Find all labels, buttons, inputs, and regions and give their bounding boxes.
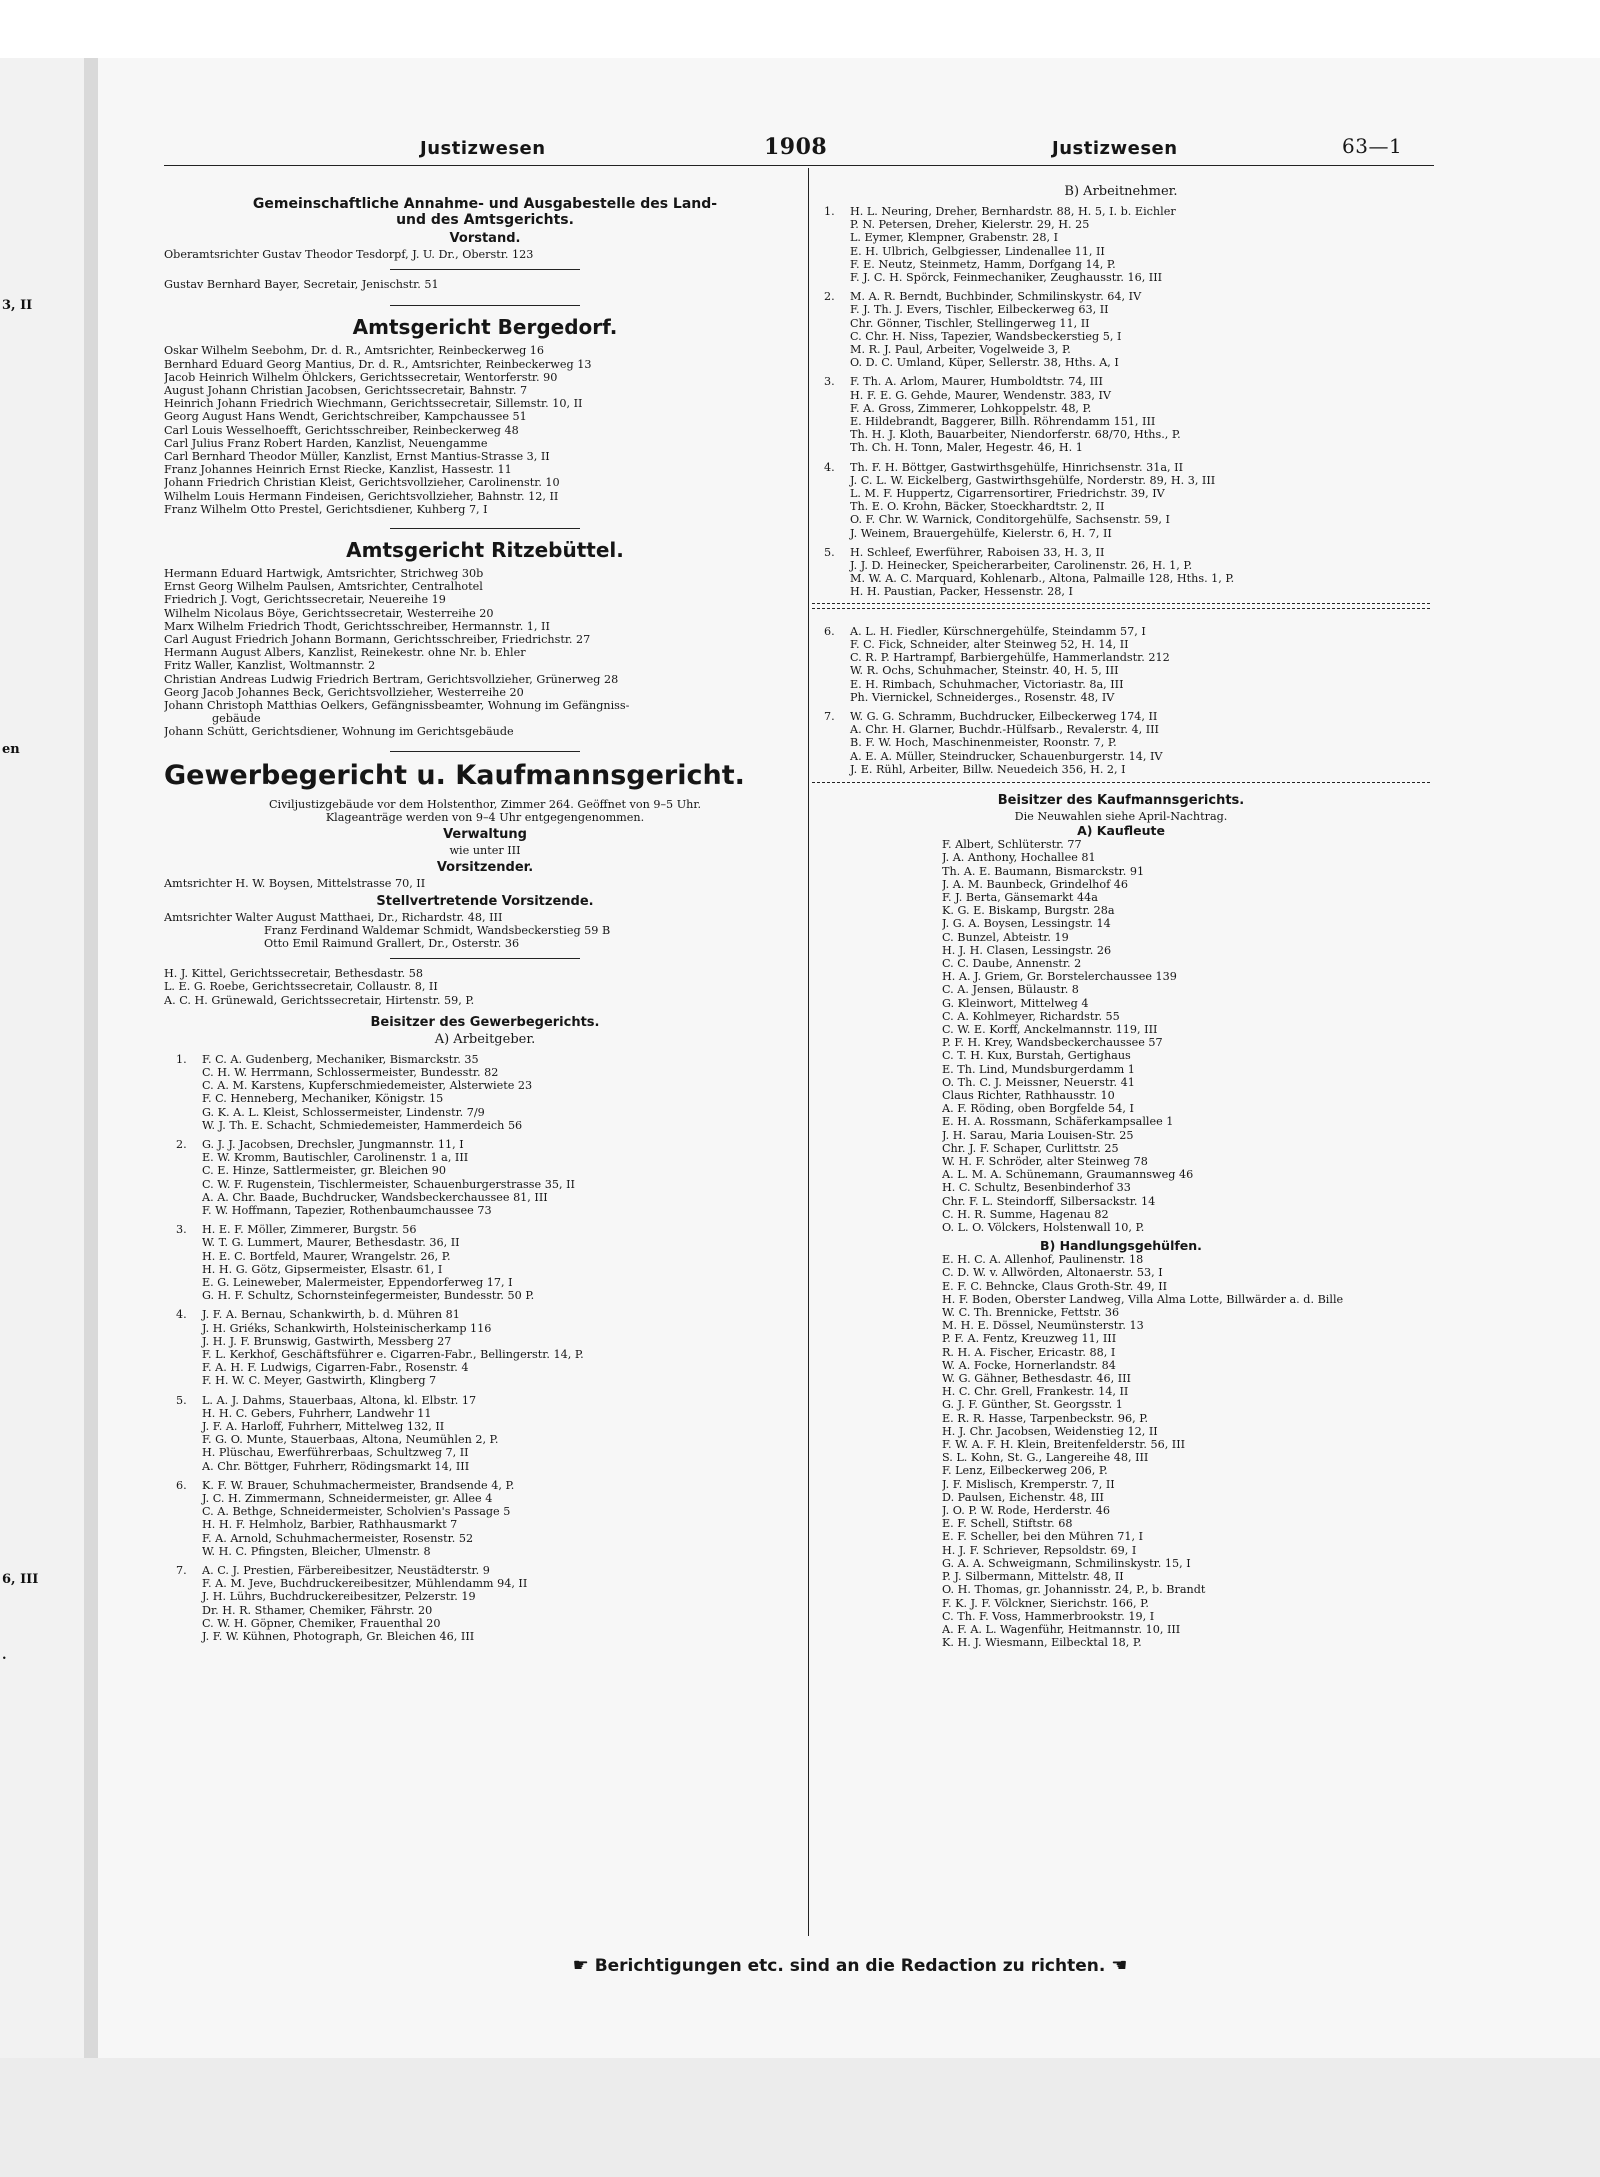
entry: W. J. Th. E. Schacht, Schmiedemeister, Hammerdeich 56 [202,1118,523,1132]
entry: Oberamtsrichter Gustav Theodor Tesdorpf, J. U. Dr., Oberstr. 123 [164,248,534,261]
subheading: Verwaltung [443,827,527,843]
entry: Hermann August Albers, Kanzlist, Reinekestr. ohne Nr. b. Ehler [164,646,526,660]
entry: A. E. A. Müller, Steindrucker, Schauenburgerstr. 14, IV [850,749,1163,763]
list-item: Th. A. E. Baumann, Bismarckstr. 91 [942,864,1145,878]
entry: Franz Wilhelm Otto Prestel, Gerichtsdiener, Kuhberg 7, I [164,502,488,516]
list-item: H. J. Chr. Jacobsen, Weidenstieg 12, II [942,1424,1158,1438]
group-number: 5. [824,545,835,559]
subheading: Beisitzer des Kaufmannsgerichts. [997,792,1245,808]
an-group-7 [812,710,1430,776]
entry: H. H. C. Gebers, Fuhrherr, Landwehr 11 [202,1406,432,1420]
group-number: 4. [824,460,835,474]
list-item: C. A. Kohlmeyer, Richardstr. 55 [942,1009,1120,1023]
dashed-divider [812,603,1430,604]
entry: F. G. O. Munte, Stauerbaas, Altona, Neumühlen 2, P. [202,1433,499,1447]
entry: C. A. Bethge, Schneidermeister, Scholvien's Passage 5 [202,1505,511,1519]
pointing-hand-right-icon: ☛ [572,1955,589,1976]
entry: C. E. Hinze, Sattlermeister, gr. Bleichen 90 [202,1164,446,1178]
entry: F. J. C. H. Spörck, Feinmechaniker, Zeughausstr. 16, III [850,271,1163,285]
list-item: F. W. A. F. H. Klein, Breitenfelderstr. 56, III [942,1438,1186,1452]
entry: L. Eymer, Klempner, Grabenstr. 28, I [850,231,1059,245]
list-item: H. J. H. Clasen, Lessingstr. 26 [942,943,1112,957]
an-group-4 [812,461,1430,540]
entry: Carl Julius Franz Robert Harden, Kanzlist, Neuengamme [164,436,488,450]
dashed-divider [812,608,1430,609]
footer-notice [470,1955,1230,1976]
entry: C. W. F. Rugenstein, Tischlermeister, Schauenburgerstrasse 35, II [202,1177,575,1191]
entry: Carl Louis Wesselhoefft, Gerichtsschreiber, Reinbeckerweg 48 [164,423,519,437]
entry: wie unter III [449,844,521,858]
section-gewerbegericht [164,760,806,1644]
subheading: Vorsitzender. [436,860,534,876]
list-item: C. W. E. Korff, Anckelmannstr. 119, III [942,1022,1158,1036]
divider [390,958,580,959]
entry: F. C. Fick, Schneider, alter Steinweg 52, H. 14, II [850,637,1129,651]
list-item: O. H. Thomas, gr. Johannisstr. 24, P., b. Brandt [942,1583,1206,1597]
list-item: C. T. H. Kux, Burstah, Gertighaus [942,1049,1131,1063]
an-group-1 [812,205,1430,284]
entry: G. K. A. L. Kleist, Schlossermeister, Lindenstr. 7/9 [202,1105,485,1119]
group-4 [164,1308,806,1387]
list-item: P. F. A. Fentz, Kreuzweg 11, III [942,1332,1117,1346]
entry: Jacob Heinrich Wilhelm Öhlckers, Gerichtssecretair, Wentorferstr. 90 [164,370,558,384]
group-number: 4. [176,1308,187,1322]
an-group-6 [812,625,1430,704]
entry: Carl Bernhard Theodor Müller, Kanzlist, Ernst Mantius-Strasse 3, II [164,450,550,464]
entry: C. A. M. Karstens, Kupferschmiedemeister, Alsterwiete 23 [202,1079,533,1093]
list-item: E. R. R. Hasse, Tarpenbeckstr. 96, P. [942,1411,1149,1425]
an-group-3 [812,375,1430,454]
entry: Georg August Hans Wendt, Gerichtschreiber, Kampchaussee 51 [164,410,527,424]
entry: Amtsrichter Walter August Matthaei, Dr., Richardstr. 48, III [164,910,503,924]
entry: M. R. J. Paul, Arbeiter, Vogelweide 3, P. [850,343,1071,357]
an-group-2 [812,290,1430,369]
entry: 6. K. F. W. Brauer, Schuhmachermeister, Brandsende 4, P. [164,1479,806,1492]
entry: F. E. Neutz, Steinmetz, Hamm, Dorfgang 14, P. [850,257,1116,271]
running-head-year: 1908 [764,134,828,160]
group-number: 3. [824,375,835,389]
running-head-left: Justizwesen [420,138,546,159]
subheading: Beisitzer des Gewerbegerichts. [370,1014,600,1030]
section-title: Amtsgericht Ritzebüttel. [346,538,624,563]
entry: Johann Christoph Matthias Oelkers, Gefängnissbeamter, Wohnung im Gefängniss- [164,699,630,713]
entry: J. H. Griéks, Schankwirth, Holsteinischerkamp 116 [202,1321,492,1335]
list-item: E. F. Schell, Stiftstr. 68 [942,1517,1073,1531]
entry: Franz Ferdinand Waldemar Schmidt, Wandsbeckerstieg 59 B [264,923,611,937]
section-title: Amtsgericht Bergedorf. [352,315,618,340]
subheading: Vorstand. [449,231,521,246]
an-group-5 [812,546,1430,599]
entry: 1. H. L. Neuring, Dreher, Bernhardstr. 88, H. 5, I. b. Eichler [812,205,1430,218]
subheading: A) Arbeitgeber. [434,1031,536,1047]
page-number: 63—1 [1342,134,1403,158]
entry: F. A. Arnold, Schuhmachermeister, Rosenstr. 52 [202,1531,474,1545]
entry: A. C. H. Grünewald, Gerichtssecretair, Hirtenstr. 59, P. [164,993,475,1007]
list-item: O. Th. C. J. Meissner, Neuerstr. 41 [942,1075,1135,1089]
entry: Chr. Gönner, Tischler, Stellingerweg 11, II [850,316,1090,330]
group-2 [164,1138,806,1217]
list-item: J. A. M. Baunbeck, Grindelhof 46 [942,877,1129,891]
group-6 [164,1479,806,1558]
entry: W. T. G. Lummert, Maurer, Bethesdastr. 36, II [202,1236,460,1250]
dashed-divider [812,782,1430,783]
group-number: 5. [176,1393,187,1407]
subheading: B) Handlungsgehülfen. [1040,1238,1202,1254]
entry: E. G. Leineweber, Malermeister, Eppendorferweg 17, I [202,1275,513,1289]
entry: 6. A. L. H. Fiedler, Kürschnergehülfe, Steindamm 57, I [812,625,1430,638]
entry: W. R. Ochs, Schuhmacher, Steinstr. 40, H. 5, III [850,664,1119,678]
entry: B. F. W. Hoch, Maschinenmeister, Roonstr. 7, P. [850,736,1117,750]
entry: C. Chr. H. Niss, Tapezier, Wandsbeckerstieg 5, I [850,329,1122,343]
section-kaufmannsgericht [812,793,1430,1649]
list-item: H. J. F. Schriever, Repsoldstr. 69, I [942,1543,1137,1557]
list-item: Claus Richter, Rathhausstr. 10 [942,1088,1115,1102]
list-item: R. H. A. Fischer, Ericastr. 88, I [942,1345,1116,1359]
running-head-right: Justizwesen [1052,138,1178,159]
page-gutter [84,58,98,2058]
entry: F. A. M. Jeve, Buchdruckereibesitzer, Mühlendamm 94, II [202,1577,528,1591]
margin-fragment: . [2,1648,7,1663]
entry: Heinrich Johann Friedrich Wiechmann, Gerichtssecretair, Sillemstr. 10, II [164,397,583,411]
list-item: Chr. F. L. Steindorff, Silbersackstr. 14 [942,1194,1156,1208]
list-item: J. F. Mislisch, Kremperstr. 7, II [942,1477,1115,1491]
list-item: A. L. M. A. Schünemann, Graumannsweg 46 [942,1168,1194,1182]
list-item: M. H. E. Dössel, Neumünsterstr. 13 [942,1319,1144,1333]
group-number: 6. [824,624,835,638]
entry: Johann Friedrich Christian Kleist, Gerichtsvollzieher, Carolinenstr. 10 [164,476,560,490]
list-item: F. J. Berta, Gänsemarkt 44a [942,890,1098,904]
entry: H. E. C. Bortfeld, Maurer, Wrangelstr. 26, P. [202,1249,451,1263]
entry: F. J. Th. J. Evers, Tischler, Eilbeckerweg 63, II [850,303,1109,317]
subheading: B) Arbeitnehmer. [1064,184,1178,199]
entry: F. L. Kerkhof, Geschäftsführer e. Cigarren-Fabr., Bellingerstr. 14, P. [202,1347,584,1361]
entry-continuation: gebäude [212,712,261,726]
entry: J. F. A. Harloff, Fuhrherr, Mittelweg 132, II [202,1420,445,1433]
list-item: E. F. Scheller, bei den Mühren 71, I [942,1530,1143,1544]
entry: J. H. Lührs, Buchdruckereibesitzer, Pelzerstr. 19 [202,1590,476,1604]
entry: Wilhelm Louis Hermann Findeisen, Gerichtsvollzieher, Bahnstr. 12, II [164,489,559,503]
entry: Otto Emil Raimund Grallert, Dr., Osterstr. 36 [264,936,520,950]
subheading: A) Kaufleute [1077,823,1165,839]
entry: E. W. Kromm, Bautischler, Carolinenstr. 1 a, III [202,1151,469,1165]
list-item: W. H. F. Schröder, alter Steinweg 78 [942,1155,1148,1168]
entry: 4. J. F. A. Bernau, Schankwirth, b. d. Mühren 81 [164,1308,806,1321]
section-ritzebuettel [164,537,806,739]
list-item: K. G. E. Biskamp, Burgstr. 28a [942,904,1115,918]
group-number: 1. [824,205,835,218]
list-item: H. A. J. Griem, Gr. Borstelerchaussee 139 [942,970,1177,984]
entry: 3. F. Th. A. Arlom, Maurer, Humboldtstr. 74, III [812,375,1430,388]
entry: Marx Wilhelm Friedrich Thodt, Gerichtsschreiber, Hermannstr. 1, II [164,619,550,633]
group-number: 6. [176,1478,187,1492]
list-item: K. H. J. Wiesmann, Eilbecktal 18, P. [942,1636,1142,1650]
entry: 7. W. G. G. Schramm, Buchdrucker, Eilbeckerweg 174, II [812,710,1430,723]
entry: C. H. W. Herrmann, Schlossermeister, Bundesstr. 82 [202,1065,499,1079]
entry: H. H. G. Götz, Gipsermeister, Elsastr. 61, I [202,1262,443,1276]
divider [390,305,580,306]
entry: Dr. H. R. Sthamer, Chemiker, Fährstr. 20 [202,1603,433,1617]
list-item: J. G. A. Boysen, Lessingstr. 14 [942,917,1111,931]
entry: C. W. H. Göpner, Chemiker, Frauenthal 20 [202,1616,441,1630]
list-item: D. Paulsen, Eichenstr. 48, III [942,1490,1104,1504]
list-item: C. Th. F. Voss, Hammerbrookstr. 19, I [942,1609,1155,1623]
list-item: C. C. Daube, Annenstr. 2 [942,956,1082,970]
entry: 3. H. E. F. Möller, Zimmerer, Burgstr. 56 [164,1223,806,1236]
margin-fragment: en [2,742,20,757]
entry: O. F. Chr. W. Warnick, Conditorgehülfe, Sachsenstr. 59, I [850,513,1170,527]
list-item: F. K. J. F. Völckner, Sierichstr. 166, P. [942,1596,1149,1610]
entry: W. H. C. Pfingsten, Bleicher, Ulmenstr. 8 [202,1544,431,1558]
entry: Carl August Friedrich Johann Bormann, Gerichtsschreiber, Friedrichstr. 27 [164,633,591,647]
entry: E. H. Ulbrich, Gelbgiesser, Lindenallee 11, II [850,244,1105,258]
entry: O. D. C. Umland, Küper, Sellerstr. 38, Hths. A, I [850,356,1119,370]
entry: J. C. H. Zimmermann, Schneidermeister, gr. Allee 4 [202,1492,493,1506]
list-item: H. F. Boden, Oberster Landweg, Villa Alma Lotte, Billwärder a. d. Bille [942,1292,1344,1306]
entry: E. H. Rimbach, Schuhmacher, Victoriastr. 8a, III [850,677,1124,691]
list-item: W. G. Gähner, Bethesdastr. 46, III [942,1372,1131,1386]
entry: Oskar Wilhelm Seebohm, Dr. d. R., Amtsrichter, Reinbeckerweg 16 [164,344,545,358]
entry: F. C. Henneberg, Mechaniker, Königstr. 15 [202,1092,444,1106]
entry: H. F. E. G. Gehde, Maurer, Wendenstr. 383, IV [850,388,1111,402]
list-item: E. H. C. A. Allenhof, Paulinenstr. 18 [942,1253,1144,1267]
column-divider [808,168,809,1936]
entry: Hermann Eduard Hartwigk, Amtsrichter, Strichweg 30b [164,567,484,581]
list-item: C. A. Jensen, Bülaustr. 8 [942,983,1079,997]
pointing-hand-left-icon: ☚ [1111,1955,1128,1976]
list-item: F. Albert, Schlüterstr. 77 [942,838,1082,852]
list-item: E. F. C. Behncke, Claus Groth-Str. 49, II [942,1279,1168,1293]
list-item: G. Kleinwort, Mittelweg 4 [942,996,1089,1010]
list-item: J. H. Sarau, Maria Louisen-Str. 25 [942,1128,1134,1142]
entry: Christian Andreas Ludwig Friedrich Bertram, Gerichtsvollzieher, Grünerweg 28 [164,672,619,686]
list-item: G. J. F. Günther, St. Georgsstr. 1 [942,1398,1123,1412]
note: Die Neuwahlen siehe April-Nachtrag. [1014,809,1228,823]
group-number: 7. [176,1564,187,1578]
entry: Ph. Viernickel, Schneiderges., Rosenstr. 48, IV [850,690,1115,704]
group-number: 1. [176,1052,187,1066]
entry: M. W. A. C. Marquard, Kohlenarb., Altona, Palmaille 128, Hths. 1, P. [850,572,1235,586]
list-item: E. H. A. Rossmann, Schäferkampsallee 1 [942,1115,1174,1129]
entry: A. Chr. H. Glarner, Buchdr.-Hülfsarb., Revalerstr. 4, III [850,723,1159,737]
entry: L. E. G. Roebe, Gerichtssecretair, Collaustr. 8, II [164,980,438,994]
section-title: Gemeinschaftliche Annahme- und Ausgabestelle des Land- [252,196,718,212]
list-item: Chr. J. F. Schaper, Curlittstr. 25 [942,1141,1119,1155]
entry: E. Hildebrandt, Baggerer, Billh. Röhrendamm 151, III [850,415,1156,429]
list-item: P. J. Silbermann, Mittelstr. 48, II [942,1570,1124,1584]
entry: Gustav Bernhard Bayer, Secretair, Jenischstr. 51 [164,278,439,292]
scan-border [0,2058,1600,2177]
entry: L. M. F. Huppertz, Cigarrensortirer, Friedrichstr. 39, IV [850,487,1165,501]
group-7 [164,1564,806,1643]
entry: Franz Johannes Heinrich Ernst Riecke, Kanzlist, Hassestr. 11 [164,463,512,477]
entry: F. A. H. F. Ludwigs, Cigarren-Fabr., Rosenstr. 4 [202,1361,469,1375]
section-annahmestelle [164,196,806,291]
entry: H. J. Kittel, Gerichtssecretair, Bethesdastr. 58 [164,967,424,981]
entry: Th. Ch. H. Tonn, Maler, Hegestr. 46, H. 1 [850,441,1083,455]
divider [390,528,580,529]
list-item: C. Bunzel, Abteistr. 19 [942,930,1069,944]
list-item: W. A. Focke, Hornerlandstr. 84 [942,1358,1116,1372]
right-column [812,180,1430,1649]
entry: Ernst Georg Wilhelm Paulsen, Amtsrichter, Centralhotel [164,580,483,594]
group-number: 2. [824,290,835,304]
entry: H. H. F. Helmholz, Barbier, Rathhausmarkt 7 [202,1518,458,1532]
entry: Fritz Waller, Kanzlist, Woltmannstr. 2 [164,659,376,673]
group-number: 7. [824,709,835,723]
section-bergedorf [164,314,806,516]
entry: Friedrich J. Vogt, Gerichtssecretair, Neuereihe 19 [164,593,446,607]
margin-fragment: 6, III [2,1572,39,1587]
group-number: 2. [176,1137,187,1151]
entry: H. H. Paustian, Packer, Hessenstr. 28, I [850,585,1073,599]
entry: Johann Schütt, Gerichtsdiener, Wohnung im Gerichtsgebäude [164,725,514,739]
entry: 1. F. C. A. Gudenberg, Mechaniker, Bismarckstr. 35 [164,1053,806,1066]
entry: F. A. Gross, Zimmerer, Lohkoppelstr. 48, P. [850,401,1092,415]
entry: August Johann Christian Jacobsen, Gerichtssecretair, Bahnstr. 7 [164,384,528,398]
list-item: C. D. W. v. Allwörden, Altonaerstr. 53, I [942,1266,1163,1280]
margin-fragment: 3, II [2,298,33,313]
entry: H. Plüschau, Ewerführerbaas, Schultzweg 7, II [202,1446,469,1460]
group-3 [164,1223,806,1302]
section-title: und des Amtsgerichts. [396,212,574,228]
list-item: H. C. Chr. Grell, Frankestr. 14, II [942,1385,1129,1399]
entry: F. H. W. C. Meyer, Gastwirth, Klingberg 7 [202,1374,437,1388]
entry: 4. Th. F. H. Böttger, Gastwirthsgehülfe, Hinrichsenstr. 31a, II [812,461,1430,474]
list-item: H. C. Schultz, Besenbinderhof 33 [942,1181,1131,1195]
handlungsgehuelfen-list [812,1253,1430,1649]
entry: J. F. W. Kühnen, Photograph, Gr. Bleichen 46, III [202,1630,475,1644]
entry: A. Chr. Böttger, Fuhrherr, Rödingsmarkt 14, III [202,1459,470,1473]
entry: J. Weinem, Brauergehülfe, Kielerstr. 6, H. 7, II [850,526,1112,540]
divider [390,269,580,270]
entry: C. R. P. Hartrampf, Barbiergehülfe, Hammerlandstr. 212 [850,651,1170,665]
previous-page-scrap [0,58,84,2058]
entry: Georg Jacob Johannes Beck, Gerichtsvollzieher, Westerreihe 20 [164,685,524,699]
entry: F. W. Hoffmann, Tapezier, Rothenbaumchaussee 73 [202,1203,492,1217]
group-5 [164,1394,806,1473]
entry: 7. A. C. J. Prestien, Färbereibesitzer, Neustädterstr. 9 [164,1564,806,1577]
entry: 5. L. A. J. Dahms, Stauerbaas, Altona, kl. Elbstr. 17 [164,1394,806,1407]
entry: G. H. F. Schultz, Schornsteinfegermeister, Bundesstr. 50 P. [202,1289,535,1303]
left-column [164,180,806,1643]
list-item: W. C. Th. Brennicke, Fettstr. 36 [942,1306,1120,1320]
entry: J. E. Rühl, Arbeiter, Billw. Neuedeich 356, H. 2, I [850,762,1126,776]
info-line: Civiljustizgebäude vor dem Holstenthor, Zimmer 264. Geöffnet von 9–5 Uhr. [268,797,702,811]
entry: P. N. Petersen, Dreher, Kielerstr. 29, H. 25 [850,218,1090,232]
entry: Wilhelm Nicolaus Böye, Gerichtssecretair, Westerreihe 20 [164,606,494,620]
divider [390,751,580,752]
list-item: A. F. A. L. Wagenführ, Heitmannstr. 10, III [942,1622,1181,1636]
entry: J. H. J. F. Brunswig, Gastwirth, Messberg 27 [202,1334,452,1348]
subheading: Stellvertretende Vorsitzende. [376,893,594,909]
entry: 2. M. A. R. Berndt, Buchbinder, Schmilinskystr. 64, IV [812,290,1430,303]
list-item: O. L. O. Völckers, Holstenwall 10, P. [942,1221,1145,1235]
entry: Bernhard Eduard Georg Mantius, Dr. d. R., Amtsrichter, Reinbeckerweg 13 [164,357,592,371]
list-item: J. O. P. W. Rode, Herderstr. 46 [942,1504,1110,1518]
list-item: E. Th. Lind, Mundsburgerdamm 1 [942,1062,1135,1076]
section-title: Gewerbegericht u. Kaufmannsgericht. [164,759,745,791]
list-item: C. H. R. Summe, Hagenau 82 [942,1207,1109,1221]
list-item: A. F. Röding, oben Borgfelde 54, I [942,1102,1134,1116]
group-1 [164,1053,806,1132]
footer-text: Berichtigungen etc. sind an die Redaction zu richten. [594,1956,1106,1976]
header-rule [164,165,1434,166]
group-number: 3. [176,1223,187,1237]
list-item: G. A. A. Schweigmann, Schmilinskystr. 15, I [942,1556,1191,1570]
entry: Th. E. O. Krohn, Bäcker, Stoeckhardtstr. 2, II [850,500,1105,514]
entry: J. C. L. W. Eickelberg, Gastwirthsgehülfe, Norderstr. 89, H. 3, III [850,473,1216,487]
list-item: S. L. Kohn, St. G., Langereihe 48, III [942,1451,1149,1465]
list-item: P. F. H. Krey, Wandsbeckerchaussee 57 [942,1036,1163,1050]
list-item: F. Lenz, Eilbeckerweg 206, P. [942,1464,1108,1478]
kaufleute-list [812,838,1430,1234]
entry: 2. G. J. J. Jacobsen, Drechsler, Jungmannstr. 11, I [164,1138,806,1151]
entry: J. J. D. Heinecker, Speicherarbeiter, Carolinenstr. 26, H. 1, P. [850,559,1193,573]
info-line: Klageanträge werden von 9–4 Uhr entgegengenommen. [325,810,645,824]
entry: A. A. Chr. Baade, Buchdrucker, Wandsbeckerchaussee 81, III [202,1190,548,1204]
entry: Amtsrichter H. W. Boysen, Mittelstrasse 70, II [164,877,426,891]
list-item: J. A. Anthony, Hochallee 81 [942,851,1096,865]
entry: 5. H. Schleef, Ewerführer, Raboisen 33, H. 3, II [812,546,1430,559]
entry: Th. H. J. Kloth, Bauarbeiter, Niendorferstr. 68/70, Hths., P. [850,428,1181,442]
